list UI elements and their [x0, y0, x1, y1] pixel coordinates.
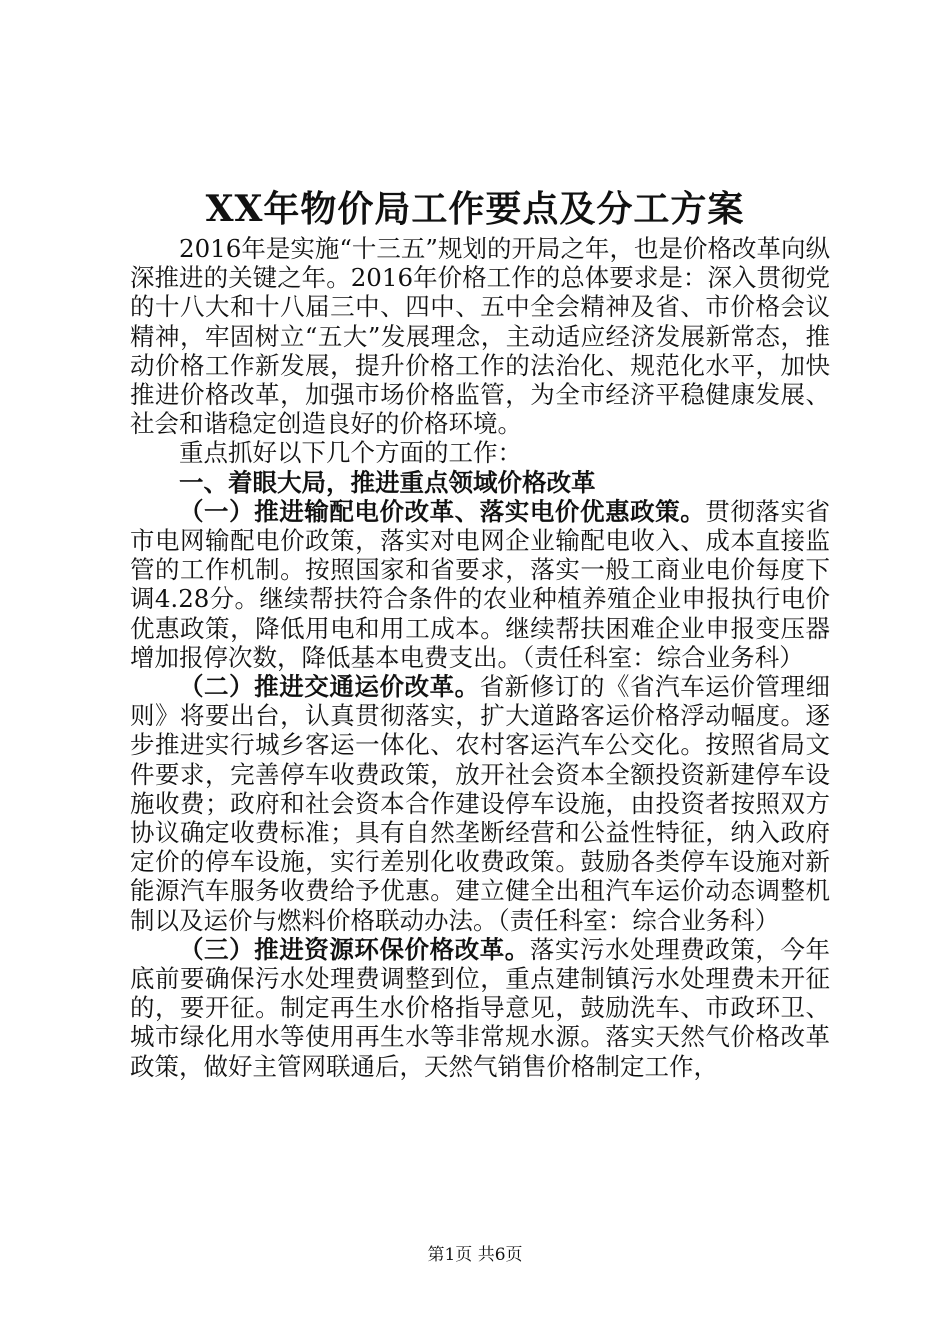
item-paragraph-3 — [130, 935, 830, 1081]
focus-paragraph: 重点抓好以下几个方面的工作： — [179, 438, 522, 468]
item-lead: （一）推进输配电价改革、落实电价优惠政策。 — [179, 496, 706, 526]
section-heading: 一、着眼大局，推进重点领域价格改革 — [179, 467, 596, 497]
item-text: 落实污水处理费政策，今年底前要确保污水处理费调整到位，重点建制镇污水处理费未开征的，要开征。制定再生水价格指导意见，鼓励洗车、市政环卫、城市绿化用水等使用再生水等非常规水源。落实天然气价格改革政策，做好主管网联通后，天然气销售价格制定工作， — [130, 934, 831, 1081]
document-body — [130, 234, 830, 1081]
page-footer: 第1页 共6页 — [427, 1245, 523, 1265]
document-title: XX年物价局工作要点及分工方案 — [205, 188, 745, 230]
intro-paragraph: 2016年是实施“十三五”规划的开局之年，也是价格改革向纵深推进的关键之年。2016年价格工作的总体要求是：深入贯彻党的十八大和十八届三中、四中、五中全会精神及省、市价格会议精神，牢固树立“五大”发展理念，主动适应经济发展新常态，推动价格工作新发展，提升价格工作的法治化、规范化水平，加快推进价格改革，加强市场价格监管，为全市经济平稳健康发展、社会和谐稳定创造良好的价格环境。 — [130, 234, 830, 439]
item-lead: （三）推进资源环保价格改革。 — [179, 934, 530, 964]
item-text: 省新修订的《省汽车运价管理细则》将要出台，认真贯彻落实，扩大道路客运价格浮动幅度。逐步推进实行城乡客运一体化、农村客运汽车公交化。按照省局文件要求，完善停车收费政策，放开社会资本全额投资新建停车设施收费；政府和社会资本合作建设停车设施，由投资者按照双方协议确定收费标准；具有自然垄断经营和公益性特征，纳入政府定价的停车设施，实行差别化收费政策。鼓励各类停车设施对新能源汽车服务收费给予优惠。建立健全出租汽车运价动态调整机制以及运价与燃料价格联动办法。（责任科室：综合业务科） — [130, 672, 830, 935]
item-paragraph-2 — [130, 672, 830, 935]
item-lead: （二）推进交通运价改革。 — [179, 672, 480, 702]
item-text: 贯彻落实省市电网输配电价政策，落实对电网企业输配电收入、成本直接监管的工作机制。按照国家和省要求，落实一般工商业电价每度下调4.28分。继续帮扶符合条件的农业种植养殖企业申报执行电价优惠政策，降低用电和用工成本。继续帮扶困难企业申报变压器增加报停次数，降低基本电费支出。（责任科室：综合业务科） — [130, 496, 831, 672]
item-paragraph-1 — [130, 497, 830, 672]
